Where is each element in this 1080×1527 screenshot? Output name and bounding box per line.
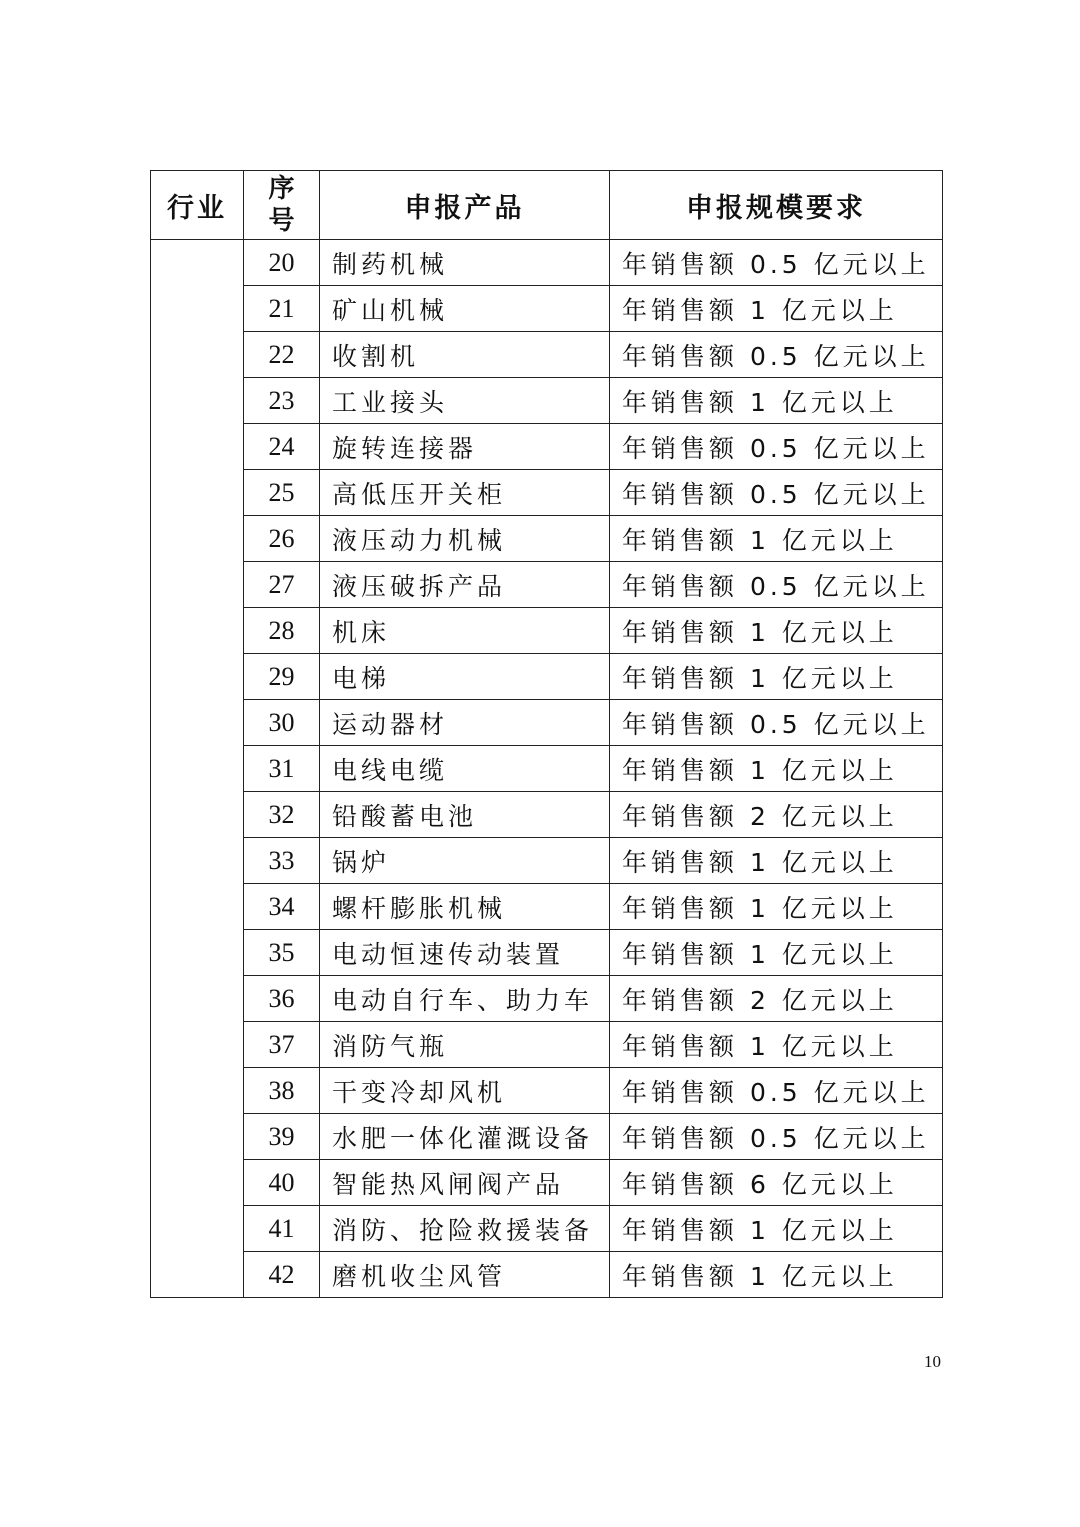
table-row xyxy=(151,1206,943,1252)
product-cell: 电动自行车、助力车 xyxy=(320,976,610,1022)
table-header-row xyxy=(151,171,943,240)
header-seq-bottom: 号 xyxy=(268,206,295,236)
product-cell: 铅酸蓄电池 xyxy=(320,792,610,838)
seq-cell: 21 xyxy=(244,286,320,332)
table-row xyxy=(151,700,943,746)
product-cell: 液压破拆产品 xyxy=(320,562,610,608)
requirement-cell: 年销售额 0.5 亿元以上 xyxy=(610,700,943,746)
seq-cell: 22 xyxy=(244,332,320,378)
requirement-cell: 年销售额 2 亿元以上 xyxy=(610,792,943,838)
table-row xyxy=(151,378,943,424)
product-cell: 电梯 xyxy=(320,654,610,700)
requirement-cell: 年销售额 1 亿元以上 xyxy=(610,930,943,976)
requirement-cell: 年销售额 1 亿元以上 xyxy=(610,1206,943,1252)
seq-cell: 25 xyxy=(244,470,320,516)
requirement-cell: 年销售额 0.5 亿元以上 xyxy=(610,332,943,378)
table-row xyxy=(151,516,943,562)
requirement-cell: 年销售额 1 亿元以上 xyxy=(610,838,943,884)
seq-cell: 33 xyxy=(244,838,320,884)
table-row xyxy=(151,792,943,838)
table-row xyxy=(151,470,943,516)
table-row xyxy=(151,1022,943,1068)
product-cell: 收割机 xyxy=(320,332,610,378)
table-row xyxy=(151,838,943,884)
table-row xyxy=(151,562,943,608)
seq-cell: 23 xyxy=(244,378,320,424)
requirement-cell: 年销售额 1 亿元以上 xyxy=(610,516,943,562)
requirement-cell: 年销售额 6 亿元以上 xyxy=(610,1160,943,1206)
table-row xyxy=(151,654,943,700)
seq-cell: 28 xyxy=(244,608,320,654)
seq-cell: 34 xyxy=(244,884,320,930)
seq-cell: 30 xyxy=(244,700,320,746)
seq-cell: 41 xyxy=(244,1206,320,1252)
seq-cell: 38 xyxy=(244,1068,320,1114)
table-row xyxy=(151,608,943,654)
seq-cell: 29 xyxy=(244,654,320,700)
seq-cell: 40 xyxy=(244,1160,320,1206)
table-row xyxy=(151,424,943,470)
seq-cell: 36 xyxy=(244,976,320,1022)
requirement-cell: 年销售额 1 亿元以上 xyxy=(610,1022,943,1068)
requirement-cell: 年销售额 2 亿元以上 xyxy=(610,976,943,1022)
requirement-cell: 年销售额 1 亿元以上 xyxy=(610,884,943,930)
product-cell: 旋转连接器 xyxy=(320,424,610,470)
table-row xyxy=(151,746,943,792)
product-cell: 高低压开关柜 xyxy=(320,470,610,516)
product-cell: 制药机械 xyxy=(320,240,610,286)
seq-cell: 42 xyxy=(244,1252,320,1298)
seq-cell: 37 xyxy=(244,1022,320,1068)
industry-cell xyxy=(151,240,244,1298)
table-row xyxy=(151,1114,943,1160)
requirement-cell: 年销售额 1 亿元以上 xyxy=(610,1252,943,1298)
product-cell: 消防、抢险救援装备 xyxy=(320,1206,610,1252)
requirement-cell: 年销售额 1 亿元以上 xyxy=(610,608,943,654)
seq-cell: 27 xyxy=(244,562,320,608)
product-requirements-table-container xyxy=(150,170,942,1298)
product-cell: 水肥一体化灌溉设备 xyxy=(320,1114,610,1160)
table-row xyxy=(151,240,943,286)
requirement-cell: 年销售额 0.5 亿元以上 xyxy=(610,1114,943,1160)
header-industry: 行业 xyxy=(151,171,244,240)
product-cell: 锅炉 xyxy=(320,838,610,884)
requirement-cell: 年销售额 0.5 亿元以上 xyxy=(610,240,943,286)
header-seq xyxy=(244,171,320,240)
product-requirements-table xyxy=(150,170,943,1298)
product-cell: 矿山机械 xyxy=(320,286,610,332)
seq-cell: 31 xyxy=(244,746,320,792)
product-cell: 液压动力机械 xyxy=(320,516,610,562)
table-row xyxy=(151,332,943,378)
seq-cell: 35 xyxy=(244,930,320,976)
product-cell: 运动器材 xyxy=(320,700,610,746)
product-cell: 工业接头 xyxy=(320,378,610,424)
product-cell: 机床 xyxy=(320,608,610,654)
product-cell: 智能热风闸阀产品 xyxy=(320,1160,610,1206)
requirement-cell: 年销售额 0.5 亿元以上 xyxy=(610,470,943,516)
product-cell: 螺杆膨胀机械 xyxy=(320,884,610,930)
product-cell: 电动恒速传动装置 xyxy=(320,930,610,976)
requirement-cell: 年销售额 0.5 亿元以上 xyxy=(610,1068,943,1114)
seq-cell: 39 xyxy=(244,1114,320,1160)
requirement-cell: 年销售额 1 亿元以上 xyxy=(610,286,943,332)
product-cell: 消防气瓶 xyxy=(320,1022,610,1068)
requirement-cell: 年销售额 1 亿元以上 xyxy=(610,654,943,700)
page-number: 10 xyxy=(924,1352,941,1371)
table-row xyxy=(151,884,943,930)
header-seq-top: 序 xyxy=(268,174,295,204)
table-body xyxy=(151,240,943,1298)
requirement-cell: 年销售额 1 亿元以上 xyxy=(610,746,943,792)
product-cell: 干变冷却风机 xyxy=(320,1068,610,1114)
seq-cell: 32 xyxy=(244,792,320,838)
table-row xyxy=(151,930,943,976)
table-row xyxy=(151,1160,943,1206)
requirement-cell: 年销售额 1 亿元以上 xyxy=(610,378,943,424)
header-product: 申报产品 xyxy=(320,171,610,240)
table-row xyxy=(151,286,943,332)
product-cell: 磨机收尘风管 xyxy=(320,1252,610,1298)
seq-cell: 24 xyxy=(244,424,320,470)
table-row xyxy=(151,1068,943,1114)
requirement-cell: 年销售额 0.5 亿元以上 xyxy=(610,424,943,470)
product-cell: 电线电缆 xyxy=(320,746,610,792)
requirement-cell: 年销售额 0.5 亿元以上 xyxy=(610,562,943,608)
table-row xyxy=(151,976,943,1022)
table-row xyxy=(151,1252,943,1298)
seq-cell: 26 xyxy=(244,516,320,562)
seq-cell: 20 xyxy=(244,240,320,286)
header-requirement: 申报规模要求 xyxy=(610,171,943,240)
